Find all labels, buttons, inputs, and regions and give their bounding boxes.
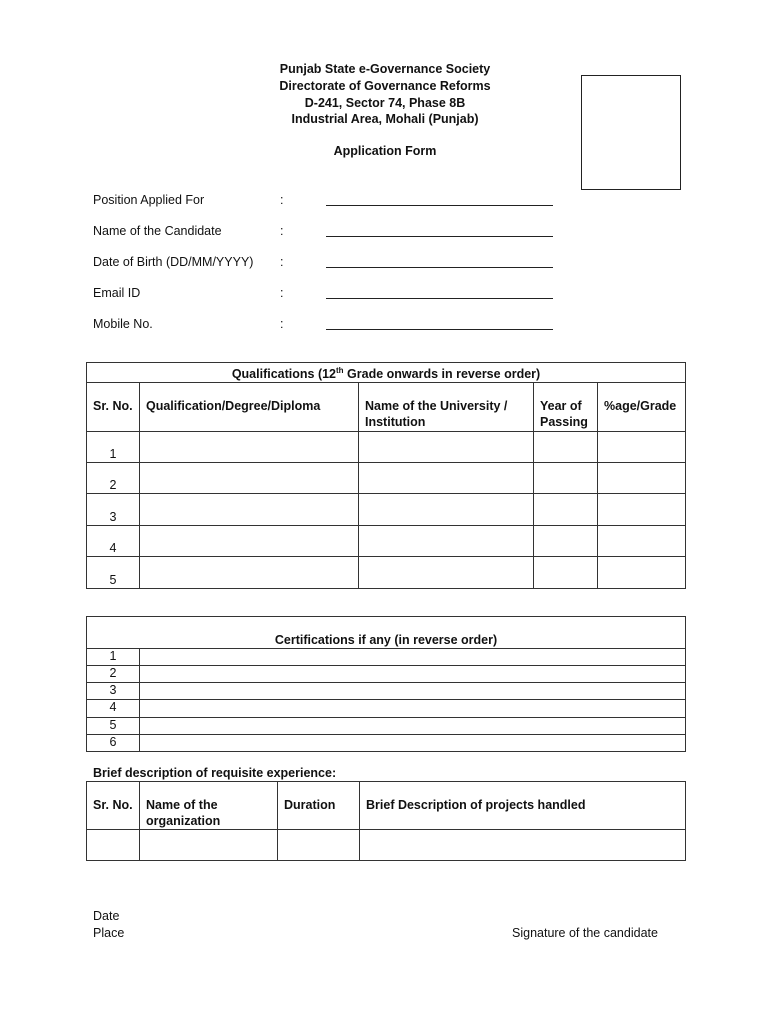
header-qualification: Qualification/Degree/Diploma	[140, 383, 359, 432]
row-number: 3	[87, 683, 140, 700]
row-number: 4	[87, 526, 140, 557]
cell-university[interactable]	[359, 494, 534, 526]
cell-grade[interactable]	[598, 526, 686, 557]
header-duration: Duration	[278, 782, 360, 830]
date-label: Date	[93, 909, 120, 923]
cell-grade[interactable]	[598, 463, 686, 494]
table-row	[87, 735, 686, 752]
table-row	[87, 718, 686, 735]
row-number: 2	[87, 463, 140, 494]
cell-sr-no[interactable]	[87, 830, 140, 861]
qualifications-title: Qualifications (12th Grade onwards in reverse order)	[87, 363, 686, 383]
header-year: Year of Passing	[534, 383, 598, 432]
place-label: Place	[93, 926, 125, 940]
row-number: 5	[87, 557, 140, 589]
row-number: 2	[87, 666, 140, 683]
photo-box	[581, 75, 681, 190]
cell-duration[interactable]	[278, 830, 360, 861]
cell-certification[interactable]	[140, 649, 686, 666]
cell-grade[interactable]	[598, 557, 686, 589]
field-blank-line[interactable]	[326, 298, 553, 299]
cell-year[interactable]	[534, 432, 598, 463]
cell-university[interactable]	[359, 557, 534, 589]
field-label: Mobile No.	[93, 317, 153, 331]
cell-year[interactable]	[534, 463, 598, 494]
field-blank-line[interactable]	[326, 236, 553, 237]
table-row	[87, 463, 686, 494]
field-label: Position Applied For	[93, 193, 205, 207]
cell-qualification[interactable]	[140, 432, 359, 463]
qualifications-table	[86, 362, 686, 589]
row-number: 1	[87, 649, 140, 666]
header-sr-no: Sr. No.	[87, 782, 140, 830]
row-number: 1	[87, 432, 140, 463]
cell-year[interactable]	[534, 557, 598, 589]
header-grade: %age/Grade	[598, 383, 686, 432]
org-name: Punjab State e-Governance Society	[279, 62, 491, 76]
cell-qualification[interactable]	[140, 494, 359, 526]
table-row	[87, 432, 686, 463]
field-colon: :	[280, 224, 284, 238]
table-row	[87, 494, 686, 526]
field-colon: :	[280, 255, 284, 269]
cell-projects[interactable]	[360, 830, 686, 861]
cell-certification[interactable]	[140, 735, 686, 752]
address-line-1: D-241, Sector 74, Phase 8B	[304, 96, 466, 110]
field-colon: :	[280, 317, 284, 331]
row-number: 6	[87, 735, 140, 752]
field-blank-line[interactable]	[326, 267, 553, 268]
address-line-2: Industrial Area, Mohali (Punjab)	[291, 112, 479, 126]
cell-grade[interactable]	[598, 432, 686, 463]
form-title: Application Form	[333, 144, 437, 158]
cell-year[interactable]	[534, 494, 598, 526]
field-label: Name of the Candidate	[93, 224, 222, 238]
cell-certification[interactable]	[140, 683, 686, 700]
table-row	[87, 649, 686, 666]
table-row	[87, 700, 686, 718]
table-row	[87, 666, 686, 683]
header-university: Name of the University / Institution	[359, 383, 534, 432]
cell-university[interactable]	[359, 526, 534, 557]
cell-grade[interactable]	[598, 494, 686, 526]
experience-table	[86, 781, 686, 861]
cell-university[interactable]	[359, 432, 534, 463]
field-label: Date of Birth (DD/MM/YYYY)	[93, 255, 254, 269]
table-row	[87, 526, 686, 557]
cell-certification[interactable]	[140, 700, 686, 718]
header-projects: Brief Description of projects handled	[360, 782, 686, 830]
header-organization: Name of the organization	[140, 782, 278, 830]
cell-qualification[interactable]	[140, 557, 359, 589]
field-blank-line[interactable]	[326, 329, 553, 330]
directorate-name: Directorate of Governance Reforms	[279, 79, 491, 93]
experience-title: Brief description of requisite experience:	[93, 766, 337, 780]
field-blank-line[interactable]	[326, 205, 553, 206]
row-number: 3	[87, 494, 140, 526]
field-colon: :	[280, 286, 284, 300]
header-sr-no: Sr. No.	[87, 383, 140, 432]
cell-qualification[interactable]	[140, 463, 359, 494]
field-label: Email ID	[93, 286, 141, 300]
cell-university[interactable]	[359, 463, 534, 494]
cell-certification[interactable]	[140, 666, 686, 683]
cell-year[interactable]	[534, 526, 598, 557]
cell-qualification[interactable]	[140, 526, 359, 557]
cell-organization[interactable]	[140, 830, 278, 861]
table-row	[87, 683, 686, 700]
signature-label: Signature of the candidate	[512, 926, 658, 940]
cell-certification[interactable]	[140, 718, 686, 735]
row-number: 5	[87, 718, 140, 735]
table-row	[87, 830, 686, 861]
table-row	[87, 557, 686, 589]
field-colon: :	[280, 193, 284, 207]
certifications-title: Certifications if any (in reverse order)	[87, 617, 686, 649]
row-number: 4	[87, 700, 140, 718]
certifications-table	[86, 616, 686, 752]
